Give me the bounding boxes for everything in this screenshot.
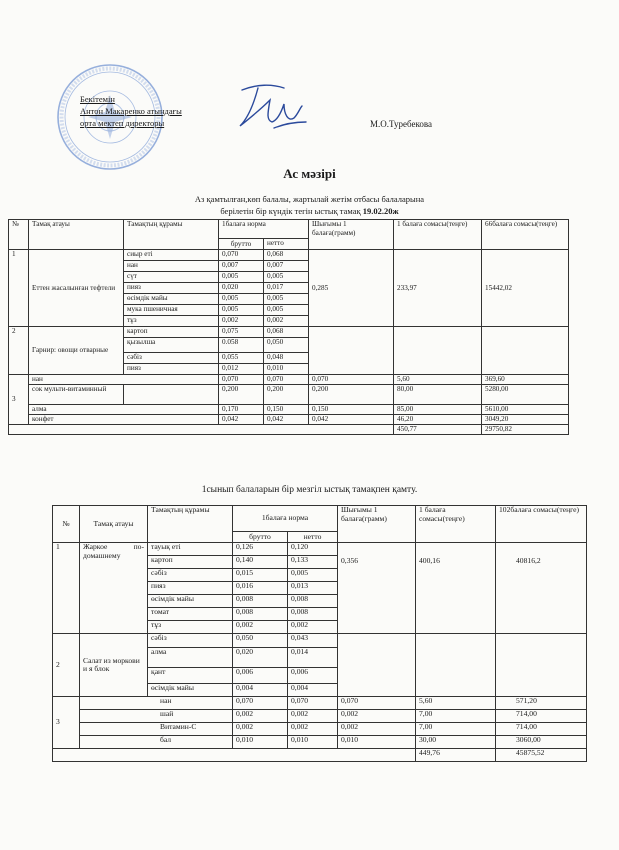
sumN-value: 714,00 [496,723,587,736]
t1-total-sum1: 450,77 [394,425,482,435]
table-row [53,710,587,723]
netto-value: 0,005 [264,294,309,305]
brutto-value: 0,008 [233,608,288,621]
brutto-value: 0,015 [233,569,288,582]
t1-g1-sumN: 15442,02 [482,250,569,327]
brutto-value: 0,055 [219,353,264,364]
table1-header-row [9,220,569,239]
t1-g2-sum1 [394,327,482,375]
ingredient-name: мука пшеничная [124,305,219,316]
subtitle-line-2 [0,205,619,217]
empty-cell [124,385,219,405]
netto-value: 0,002 [288,723,338,736]
netto-value: 0,010 [288,736,338,749]
table2-total-row [53,749,587,762]
brutto-value: 0,005 [219,305,264,316]
t1-g2-dish: Гарнир: овощи отварные [29,327,124,375]
netto-value: 0,002 [288,621,338,634]
netto-value: 0,042 [264,415,309,425]
ingredient-name: алма [29,405,219,415]
t1-g2-yield [309,327,394,375]
ingredient-name: пияз [124,364,219,375]
subtitle-line-2-text: берілетін бір күндік тегін ыстық тамақ [220,206,361,216]
yield-value: 0,070 [309,375,394,385]
brutto-value: 0.058 [219,338,264,353]
t2-header-sumN: 102балаға сомасы(теңге) [496,506,587,543]
sum1-value: 5,60 [394,375,482,385]
netto-value: 0,068 [264,327,309,338]
table-row [9,250,569,261]
t2-total-sumN: 45875,52 [496,749,587,762]
brutto-value: 0,008 [233,595,288,608]
brutto-value: 0,006 [233,668,288,684]
sumN-value: 571,20 [496,697,587,710]
ingredient-name: шай [80,710,233,723]
brutto-value: 0,010 [233,736,288,749]
t2-g2-yield [338,634,416,697]
t1-g1-sum1: 233,97 [394,250,482,327]
t2-header-dish: Тамақ атауы [80,506,148,543]
brutto-value: 0,020 [219,283,264,294]
ingredient-name: сүт [124,272,219,283]
menu-table-2 [52,505,587,762]
ingredient-name: картоп [124,327,219,338]
sumN-value: 5280,00 [482,385,569,405]
brutto-value: 0,002 [233,621,288,634]
brutto-value: 0,070 [219,250,264,261]
t1-header-composition: Тамақтың құрамы [124,220,219,250]
brutto-value: 0,005 [219,272,264,283]
netto-value: 0,043 [288,634,338,648]
approval-line-1: Бекітемін [80,94,115,104]
t1-header-dish: Тамақ атауы [29,220,124,250]
t2-g1-sumN: 40816,2 [496,543,587,634]
brutto-value: 0,170 [219,405,264,415]
netto-value: 0,002 [288,710,338,723]
t2-header-norm: 1балаға норма [233,506,338,532]
netto-value: 0,070 [288,697,338,710]
netto-value: 0,013 [288,582,338,595]
table-row [53,723,587,736]
section-2-title: 1сынып балаларын бір мезгіл ыстық тамақпен қамту. [201,485,418,495]
menu-date: 19.02.20ж [362,206,399,216]
ingredient-name: сок мульти-витаминный [29,385,124,405]
t1-g1-yield: 0,285 [309,250,394,327]
t2-g1-sum1: 400,16 [416,543,496,634]
t1-header-sumN: 66балаға сомасы(теңге) [482,220,569,250]
netto-value: 0,002 [264,316,309,327]
t1-g2-sumN [482,327,569,375]
t2-header-yield: Шығымы 1 балаға(грамм) [338,506,416,543]
yield-value: 0,010 [338,736,416,749]
table-row [53,543,587,556]
netto-value: 0,014 [288,648,338,668]
ingredient-name: өсімдік майы [148,595,233,608]
table-row [53,634,587,648]
brutto-value: 0,002 [233,723,288,736]
sum1-value: 7,00 [416,710,496,723]
netto-value: 0,005 [288,569,338,582]
brutto-value: 0,050 [233,634,288,648]
brutto-value: 0,070 [233,697,288,710]
ingredient-name: сәбіз [124,353,219,364]
yield-value: 0,002 [338,723,416,736]
ingredient-name: нан [29,375,219,385]
approval-line-2: Антон Макаренко атындағы [80,106,182,116]
netto-value: 0,008 [288,595,338,608]
brutto-value: 0,002 [233,710,288,723]
ingredient-name: нан [80,697,233,710]
netto-value: 0,070 [264,375,309,385]
t1-total-sumN: 29750,82 [482,425,569,435]
netto-value: 0,005 [264,305,309,316]
brutto-value: 0,005 [219,294,264,305]
netto-value: 0,010 [264,364,309,375]
brutto-value: 0,004 [233,684,288,697]
t1-g1-dish: Еттен жасалынған тефтели [29,250,124,327]
sum1-value: 5,60 [416,697,496,710]
t2-g2-sum1 [416,634,496,697]
yield-value: 0,002 [338,710,416,723]
ingredient-name: картоп [148,556,233,569]
brutto-value: 0,126 [233,543,288,556]
t2-header-sum1: 1 балаға сомасы(теңге) [416,506,496,543]
yield-value: 0,042 [309,415,394,425]
t1-header-norm: 1балаға норма [219,220,309,239]
ingredient-name: сиыр еті [124,250,219,261]
approval-line-3: орта мектеп директоры [80,118,165,128]
table2-header-row [53,506,587,532]
t2-g1-yield: 0,356 [338,543,416,634]
netto-value: 0,048 [264,353,309,364]
netto-value: 0,150 [264,405,309,415]
sumN-value: 5610,00 [482,405,569,415]
ingredient-name: тұз [124,316,219,327]
t2-header-no: № [53,506,80,543]
t2-g2-no: 2 [53,634,80,697]
sumN-value: 3060,00 [496,736,587,749]
table-row [53,697,587,710]
ingredient-name: нан [124,261,219,272]
total-label-empty [9,425,394,435]
ingredient-name: пияз [148,582,233,595]
ingredient-name: пияз [124,283,219,294]
t2-header-netto: нетто [288,532,338,543]
ingredient-name: Витамин-С [80,723,233,736]
t2-g3-no: 3 [53,697,80,749]
approval-block [80,93,182,129]
ingredient-name: конфет [29,415,219,425]
table-row [9,375,569,385]
sumN-value: 369,60 [482,375,569,385]
t2-total-sum1: 449,76 [416,749,496,762]
brutto-value: 0,016 [233,582,288,595]
sum1-value: 7,00 [416,723,496,736]
netto-value: 0,200 [264,385,309,405]
t1-header-brutto: брутто [219,239,264,250]
ingredient-name: сәбіз [148,569,233,582]
netto-value: 0,008 [288,608,338,621]
ingredient-name: қант [148,668,233,684]
netto-value: 0,007 [264,261,309,272]
netto-value: 0,120 [288,543,338,556]
t1-g3-no: 3 [9,375,29,425]
brutto-value: 0,140 [233,556,288,569]
yield-value: 0,070 [338,697,416,710]
table-row [9,385,569,405]
t1-header-yield: Шығымы 1 балаға(грамм) [309,220,394,250]
sum1-value: 80,00 [394,385,482,405]
t1-header-netto: нетто [264,239,309,250]
t1-g2-no: 2 [9,327,29,375]
table-row [9,405,569,415]
t2-header-composition: Тамақтың құрамы [148,506,233,543]
brutto-value: 0,070 [219,375,264,385]
sum1-value: 30,00 [416,736,496,749]
t1-header-sum1: 1 балаға сомасы(теңге) [394,220,482,250]
brutto-value: 0,020 [233,648,288,668]
brutto-value: 0,075 [219,327,264,338]
ingredient-name: сәбіз [148,634,233,648]
menu-table-1 [8,219,569,435]
netto-value: 0,068 [264,250,309,261]
t1-g1-no: 1 [9,250,29,327]
netto-value: 0,050 [264,338,309,353]
table1-total-row [9,425,569,435]
t2-g1-dish: Жаркое по-домашнему [80,543,148,634]
menu-subtitle [0,193,619,217]
table-row [9,327,569,338]
yield-value: 0,200 [309,385,394,405]
t2-g2-dish: Салат из моркови и я блок [80,634,148,697]
ingredient-name: тауық еті [148,543,233,556]
ingredient-name: қызылша [124,338,219,353]
ingredient-name: алма [148,648,233,668]
director-name: М.О.Туребекова [370,119,433,129]
sumN-value: 3049,20 [482,415,569,425]
brutto-value: 0,200 [219,385,264,405]
netto-value: 0,005 [264,272,309,283]
ingredient-name: өсімдік майы [148,684,233,697]
ingredient-name: тұз [148,621,233,634]
total-label-empty [53,749,416,762]
t2-header-brutto: брутто [233,532,288,543]
netto-value: 0,017 [264,283,309,294]
sumN-value: 714,00 [496,710,587,723]
brutto-value: 0,002 [219,316,264,327]
ingredient-name: томат [148,608,233,621]
sum1-value: 46,20 [394,415,482,425]
netto-value: 0,006 [288,668,338,684]
yield-value: 0,150 [309,405,394,415]
brutto-value: 0,042 [219,415,264,425]
table-row [53,736,587,749]
t2-g1-no: 1 [53,543,80,634]
subtitle-line-1: Аз қамтылған,көп балалы, жартылай жетім отбасы балаларына [194,194,425,204]
table-row [9,415,569,425]
brutto-value: 0,007 [219,261,264,272]
director-signature [232,78,310,138]
ingredient-name: өсімдік майы [124,294,219,305]
netto-value: 0,133 [288,556,338,569]
sum1-value: 85,00 [394,405,482,415]
t2-g2-sumN [496,634,587,697]
t1-header-no: № [9,220,29,250]
netto-value: 0,004 [288,684,338,697]
ingredient-name: бал [80,736,233,749]
brutto-value: 0,012 [219,364,264,375]
page-title: Ас мәзірі [283,166,336,181]
